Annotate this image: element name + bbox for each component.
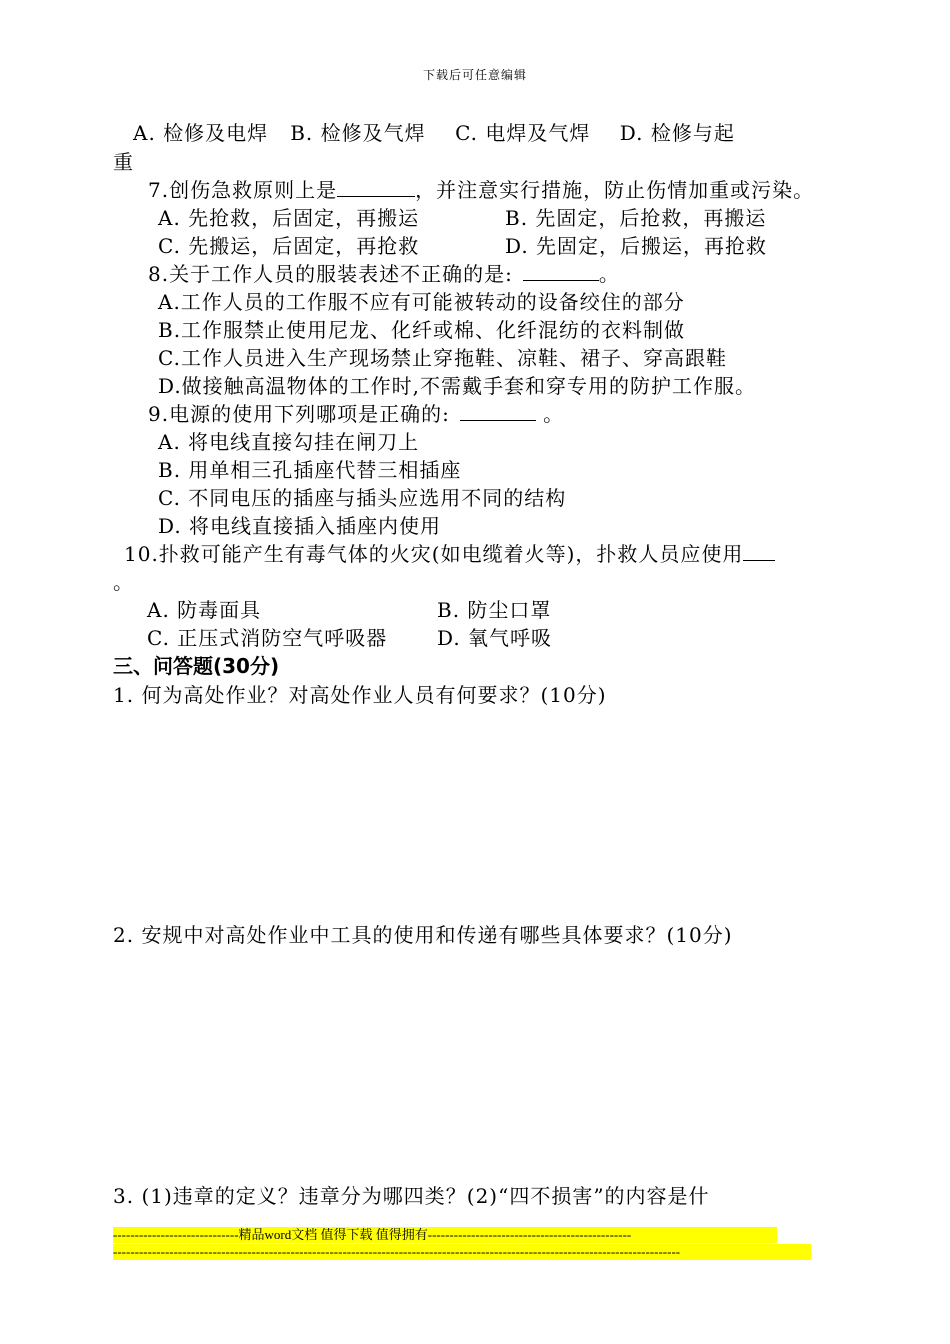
q9-option-a: A. 将电线直接勾挂在闸刀上 (158, 430, 420, 454)
q10-option-d: D. 氧气呼吸 (437, 626, 553, 650)
q9-option-c: C. 不同电压的插座与插头应选用不同的结构 (158, 486, 567, 510)
q8-answer-blank[interactable] (523, 262, 599, 281)
page-header: 下载后可任意编辑 (422, 68, 527, 82)
q10-stem (124, 541, 775, 567)
q10-option-c: C. 正压式消防空气呼吸器 (147, 626, 388, 650)
qa-question-2: 2. 安规中对高处作业中工具的使用和传递有哪些具体要求？(10分) (113, 923, 733, 947)
q7-option-c: C. 先搬运，后固定，再抢救 (158, 234, 420, 258)
q9-option-b: B. 用单相三孔插座代替三相插座 (158, 458, 462, 482)
q8-option-d: D.做接触高温物体的工作时,不需戴手套和穿专用的防护工作服。 (158, 374, 757, 398)
q7-stem-text: 7.创伤急救原则上是 (148, 178, 338, 202)
q7-answer-blank[interactable] (337, 178, 415, 197)
q10-answer-blank[interactable] (743, 542, 775, 561)
q9-stem-text: 9.电源的使用下列哪项是正确的: (148, 402, 450, 426)
q6-options-wrap: 重 (113, 150, 134, 174)
q8-option-a: A.工作人员的工作服不应有可能被转动的设备绞住的部分 (158, 290, 685, 314)
footer-promo-line-2: ----------------------------------------------------------------------------------------------------------------------------------- (113, 1244, 811, 1260)
q7-option-d: D. 先固定，后搬运，再抢救 (505, 234, 768, 258)
q7-option-a: A. 先抢救，后固定，再搬运 (158, 206, 420, 230)
q7-option-b: B. 先固定，后抢救，再搬运 (505, 206, 767, 230)
q7-stem-text-end: ，并注意实行措施，防止伤情加重或污染。 (415, 178, 815, 202)
qa-question-1: 1. 何为高处作业？对高处作业人员有何要求？(10分) (113, 683, 607, 707)
qa-question-3: 3. (1)违章的定义？违章分为哪四类？(2)“四不损害”的内容是什 (113, 1184, 710, 1208)
q10-option-b: B. 防尘口罩 (437, 598, 552, 622)
q8-option-c: C.工作人员进入生产现场禁止穿拖鞋、凉鞋、裙子、穿高跟鞋 (158, 346, 727, 370)
q8-stem-text: 8.关于工作人员的服装表述不正确的是: (148, 262, 513, 286)
q10-stem-text: 10.扑救可能产生有毒气体的火灾(如电缆着火等)，扑救人员应使用 (124, 542, 744, 566)
q8-option-b: B.工作服禁止使用尼龙、化纤或棉、化纤混纺的衣料制做 (158, 318, 686, 342)
q7-stem (148, 177, 814, 203)
q9-stem (148, 401, 564, 427)
q8-stem-text-end: 。 (598, 262, 620, 286)
q10-stem-end: 。 (113, 570, 134, 594)
footer-promo-line-1: -----------------------------精品word文档 值得下载 值得拥有----------------------------------------------- (113, 1227, 777, 1243)
q9-option-d: D. 将电线直接插入插座内使用 (158, 514, 442, 538)
section-3-title: 三、问答题(30分) (113, 654, 280, 678)
q9-answer-blank[interactable] (460, 402, 536, 421)
q9-stem-text-end: 。 (535, 402, 565, 426)
q10-option-a: A. 防毒面具 (147, 598, 262, 622)
q8-stem (148, 261, 620, 287)
q6-options-line: A. 检修及电焊 B. 检修及气焊 C. 电焊及气焊 D. 检修与起 (133, 121, 735, 145)
